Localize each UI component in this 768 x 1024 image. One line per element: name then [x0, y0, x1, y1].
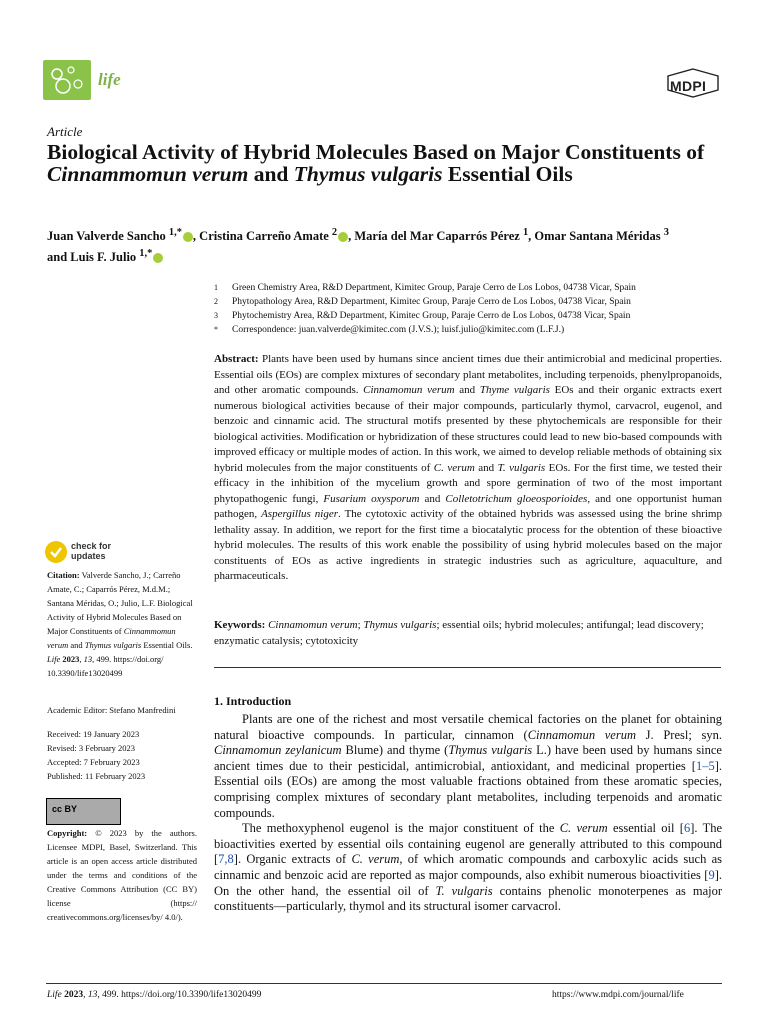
title-species: Cinnammomun verum [47, 162, 249, 186]
body-text: , of which aromatic compounds and carboxylic acids such as cinnamic and benzoic acid are reported as major compounds, also exhibit numerous bioactivities [ [214, 852, 722, 882]
abstract-text: and [474, 461, 498, 474]
body-text: L.) have been used by humans since ancient times due to their pesticidal, antimicrobial, antioxidant, and medicinal properties [ [214, 743, 722, 773]
orcid-icon[interactable] [183, 232, 193, 242]
academic-editor: Academic Editor: Stefano Manfredini [47, 705, 176, 715]
cells-icon [43, 60, 91, 100]
title-text: Essential Oils [442, 162, 573, 186]
body-text: contains phenolic monoterpenes as major constituents—particularly, thymol and its structural isomer carvacrol. [214, 883, 723, 914]
affiliations [214, 281, 734, 337]
journal-logo-icon [43, 60, 91, 100]
copyright [47, 826, 197, 924]
correspondence [214, 323, 734, 337]
citation-text: Valverde Sancho, J.; Carreño Amate, C.; Caparrós Pérez, M.d.M.; Santana Méridas, O.; Julio, L.F. Biological Activity of Hybrid Molecules Based on Major Constituents of [47, 570, 193, 636]
body-text: essential oil [ [607, 821, 684, 836]
orcid-icon[interactable] [153, 253, 163, 263]
affiliation-text: Phytopathology Area, R&D Department, Kimitec Group, Paraje Cerro de Los Lobos, 04738 Vicar, Spain [232, 297, 631, 307]
publication-dates [47, 727, 197, 783]
author-name[interactable]: and Luis F. Julio [47, 250, 137, 265]
species-name: T. vulgaris [435, 883, 493, 898]
author-name[interactable]: Juan Valverde Sancho [47, 229, 166, 244]
citation-text: Essential Oils. [141, 640, 193, 650]
footer-text: , [83, 990, 88, 1000]
affiliation-item [214, 295, 734, 309]
copyright-text: © 2023 by the authors. Licensee MDPI, Basel, Switzerland. This article is an open access article distributed under the terms and conditions of the Creative Commons Attribution (CC BY) license (https:// creativecommons.org/licenses/by/ 4.0/). [47, 828, 197, 922]
citation-link[interactable]: 6 [683, 821, 691, 836]
section-heading: 1. Introduction [214, 694, 292, 708]
affiliation-text: Phytochemistry Area, R&D Department, Kimitec Group, Paraje Cerro de Los Lobos, 04738 Vicar, Spain [232, 311, 631, 321]
body-text: J. Presl; syn. [636, 727, 722, 742]
abstract-text: . The cytotoxic activity of the obtained hybrids was assessed using the brine shrimp lethality assay. In addition, we report for the first time a biocatalytic process for the obtention of these bioactive hybrid molecules. The results of this work enable the possibility of using hybrid molecules based on the major constituents of EOs as active ingredients in strategic industries such as agriculture, aquaculture, and pharmaceuticals. [214, 508, 722, 582]
author-affil-ref: 1,* [139, 248, 153, 260]
keywords-label: Keywords: [214, 619, 266, 631]
author-affil-ref: 3 [663, 227, 669, 238]
footer-doi-link[interactable]: , 499. https://doi.org/10.3390/life13020499 [97, 990, 262, 1000]
species-name: Colletotrichum gloeosporioides [445, 492, 588, 505]
footer-citation [47, 990, 261, 1000]
cc-by-license-badge[interactable] [46, 798, 121, 825]
publisher-name: MDPI [670, 78, 707, 94]
abstract-label: Abstract: [214, 353, 259, 365]
cc-badge-label: cc BY [52, 804, 78, 814]
citation-link[interactable]: 1–5 [695, 758, 715, 773]
keywords [214, 618, 722, 649]
orcid-icon[interactable] [338, 232, 348, 242]
abstract-text: and [419, 492, 446, 505]
affiliation-number: * [214, 325, 218, 334]
keyword-text: ; [357, 619, 364, 631]
journal-logo [43, 60, 253, 100]
journal-name: life [98, 70, 121, 89]
date-published: Published: 11 February 2023 [47, 771, 146, 781]
species-name: T. vulgaris [497, 461, 546, 474]
author-affil-ref: 2 [331, 227, 338, 238]
keyword: Cinnamomun verum [268, 619, 358, 631]
abstract-text: Plants have been used by humans since ancient times due their antimicrobial and medicinal properties. Essential oils (EOs) are complex mixtures of secondary plant metabolites, including terpenoids, phenylpropanoids, and other aromatic compounds. [214, 353, 722, 396]
affiliation-number: 1 [214, 283, 218, 292]
species-name: C. verum [433, 461, 475, 474]
author-name[interactable]: , María del Mar Caparrós Pérez [348, 229, 520, 244]
introduction-body [214, 712, 722, 915]
citation-link[interactable]: 7,8 [218, 852, 234, 867]
body-text: Blume) and thyme ( [341, 743, 449, 758]
citation-label: Citation: [47, 570, 80, 580]
abstract-text: EOs. For the first time, we tested their efficacy in the inhibition of the mycelium growth and spore germination of two of the most important phytopathogenic fungi, [214, 461, 722, 505]
author-affil-ref: 1 [522, 227, 529, 238]
affiliation-number: 3 [214, 311, 218, 320]
check-updates-line: updates [71, 551, 106, 561]
abstract [214, 352, 722, 585]
species-name: Cinnamomun verum [527, 727, 636, 742]
footer-volume: 13 [87, 990, 98, 1000]
footer-journal: Life [47, 990, 62, 1000]
title-text: Biological Activity of Hybrid Molecules Based on Major Constituents of [47, 140, 705, 164]
paragraph [214, 821, 722, 915]
article-title [47, 141, 727, 185]
check-updates-line: check for [71, 541, 112, 551]
section-divider [214, 667, 721, 668]
citation [47, 568, 197, 680]
author-name[interactable]: , Omar Santana Méridas [528, 229, 661, 244]
date-revised: Revised: 3 February 2023 [47, 743, 136, 753]
footer-divider [46, 983, 722, 984]
body-text: ]. On the other hand, the essential oil of [214, 867, 722, 898]
species-name: Thymus vulgaris [448, 743, 533, 758]
citation-link[interactable]: 9 [708, 867, 715, 882]
abstract-text: , and one opportunist human pathogen, [214, 492, 722, 520]
species-name: Cinnamomun verum [363, 384, 455, 396]
citation-volume: 13 [83, 654, 93, 664]
affiliation-item [214, 309, 734, 323]
species-name: Aspergillus niger [261, 508, 339, 520]
publisher-logo [666, 68, 720, 98]
footer-year: 2023 [61, 990, 84, 1000]
body-text: ]. Essential oils (EOs) are among the most valuable fractions obtained from these aromatic species, comprising complex mixtures of secondary plant metabolites, including terpenoids and aromatic compounds. [214, 758, 722, 820]
date-received: Received: 19 January 2023 [47, 729, 140, 739]
citation-year: 2023 [60, 654, 80, 664]
species-name: Thyme vulgaris [479, 384, 550, 396]
body-text: ]. The bioactivities exerted by essential oils containing eugenol are generally attributed to this compound [ [214, 821, 723, 867]
citation-doi[interactable]: , 499. https://doi.org/ 10.3390/life13020499 [47, 654, 164, 678]
citation-text: , [79, 654, 84, 664]
affiliation-number: 2 [214, 297, 218, 306]
affiliation-item [214, 281, 734, 295]
footer-journal-link[interactable]: https://www.mdpi.com/journal/life [552, 990, 684, 1000]
body-text: ]. Organic extracts of [233, 852, 352, 867]
copyright-label: Copyright: [47, 828, 88, 838]
species-name: C. verum [351, 852, 400, 867]
title-species: Thymus vulgaris [293, 162, 443, 186]
author-name[interactable]: , Cristina Carreño Amate [192, 229, 329, 244]
check-updates-label [71, 541, 111, 561]
citation-journal: Life [47, 654, 61, 664]
species-name: Fusarium oxysporum [323, 492, 420, 505]
check-icon [45, 541, 67, 563]
date-accepted: Accepted: 7 February 2023 [47, 757, 140, 767]
abstract-text: and [454, 384, 480, 396]
species-name: Cinnamomun zeylanicum [214, 743, 342, 758]
article-type: Article [47, 124, 83, 139]
keyword-text: ; essential oils; hybrid molecules; antifungal; lead discovery; enzymatic catalysis; cytotoxicity [214, 619, 704, 647]
author-list [47, 224, 727, 266]
check-for-updates-button[interactable] [45, 541, 165, 565]
body-text: Plants are one of the richest and most versatile chemical factories on the planet for obtaining natural bioactive compounds. In particular, cinnamon ( [214, 712, 722, 742]
body-text: The methoxyphenol eugenol is the major constituent of the [242, 821, 560, 836]
species-name: C. verum [559, 821, 608, 836]
citation-text: and [68, 640, 85, 650]
abstract-text: EOs and their organic extracts exert numerous biological activities because of their major compounds, particularly thymol, carvacrol, eugenol, and benzoic and cinnamic acid. The structural motifs presented by these phytochemicals are responsible for their biological activities. Modification or hybridization of these structures could lead to new bio-based compounds with improved efficacy or multiple modes of action. In this work, we aimed to develop reliable methods of obtaining six hybrid molecules from the major constituents of [214, 384, 722, 474]
citation-species: Cinnammomun verum [47, 626, 176, 650]
title-text: and [248, 162, 294, 186]
citation-species: Thymus vulgaris [84, 640, 142, 650]
affiliation-text: Green Chemistry Area, R&D Department, Kimitec Group, Paraje Cerro de Los Lobos, 04738 Vicar, Spain [232, 283, 636, 293]
author-affil-ref: 1,* [168, 227, 182, 238]
keyword: Thymus vulgaris [363, 619, 437, 631]
paragraph [214, 712, 722, 821]
correspondence-text[interactable]: Correspondence: juan.valverde@kimitec.com (J.V.S.); luisf.julio@kimitec.com (L.F.J.) [232, 325, 565, 335]
